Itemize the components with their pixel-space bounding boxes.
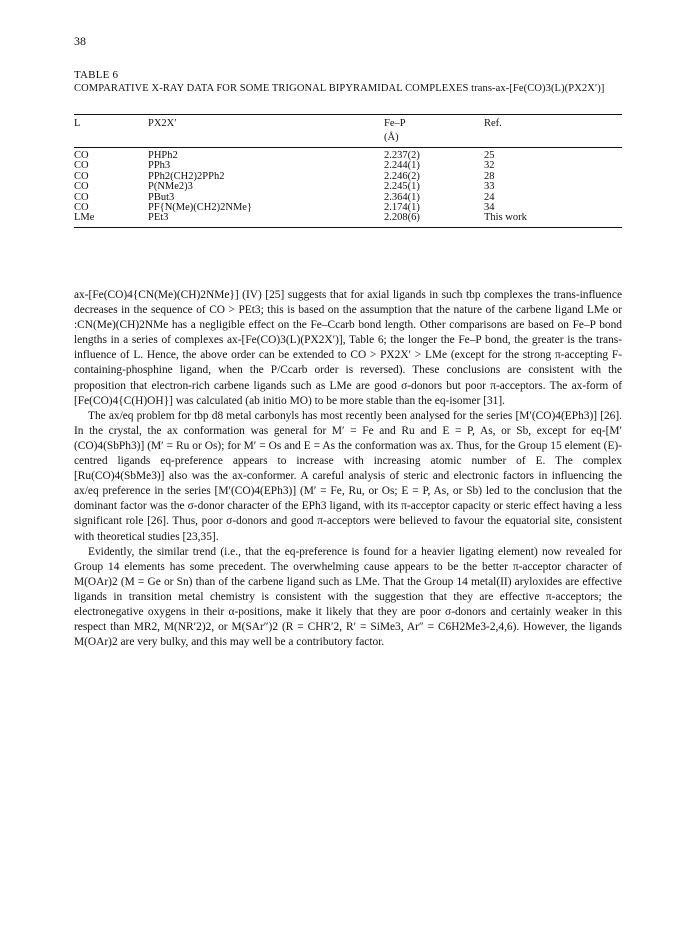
cell-ref: 33 (484, 181, 495, 193)
cell-ref: 24 (484, 191, 495, 203)
table-caption: COMPARATIVE X-RAY DATA FOR SOME TRIGONAL BIPYRAMIDAL COMPLEXES trans-ax-[Fe(CO)3(L)(PX2X′)] (74, 83, 605, 94)
paragraph-3: Evidently, the similar trend (i.e., that the eq-preference is found for a heavier ligating element) now revealed for Group 14 elements has some precedent. The overwhelming cause appears to be the better π-acceptor character of M(OAr)2 (M = Ge or Sn) than of the carbene ligand such as LMe. That the Group 14 metal(II) aryloxides are effective ligands in transition metal chemistry is consistent with the suggestion that they are effective π-acceptors; the electronegative oxygens in their α-positions, make it likely that they are poor σ-donors and certainly weaker in this respect than MR2, M(NR′2)2, or M(SAr″)2 (R = CHR′2, R′ = SiMe3, Ar″ = C6H2Me3-2,4,6). However, the ligands M(OAr)2 are very bulky, and this may well be a contributory factor. (74, 545, 622, 649)
cell-l: CO (74, 202, 89, 214)
body-text (74, 288, 622, 650)
column-header-ref: Ref. (484, 115, 622, 132)
cell-fe-p: 2.364(1) (384, 191, 420, 203)
table-label: TABLE 6 (74, 69, 119, 81)
cell-l: CO (74, 191, 89, 203)
data-table (74, 114, 622, 228)
cell-l: LMe (74, 213, 148, 227)
column-header-unit: (Å) (384, 131, 484, 148)
table-row (74, 148, 622, 162)
cell-ref: This work (484, 213, 622, 227)
cell-ref: 28 (484, 170, 495, 182)
cell-px2x: PHPh2 (148, 150, 178, 161)
cell-fe-p: 2.237(2) (384, 150, 420, 161)
cell-px2x: PF{N(Me)(CH2)2NMe} (148, 202, 252, 214)
cell-px2x: PPh2(CH2)2PPh2 (148, 170, 225, 182)
paragraph-1: ax-[Fe(CO)4{CN(Me)(CH)2NMe}] (IV) [25] suggests that for axial ligands in such tbp complexes the trans-influence decreases in the sequence of CO > PEt3; this is based on the assumption that the nature of the carbene ligand LMe or :CN(Me)(CH)2NMe has a negligible effect on the Fe–Ccarb bond length. Other comparisons are based on Fe–P bond lengths in a series of complexes ax-[Fe(CO)3(L)(PX2X′)], Table 6; the longer the Fe–P bond, the greater is the trans-influence of L. Hence, the above order can be extended to CO > PX2X′ > LMe (except for the strong π-accepting F-containing-phosphine ligand, when the P/Ccarb order is reversed). These conclusions are consistent with the proposition that electron-rich carbene ligands such as LMe are good σ-donors but poor π-acceptors. The ax-form of [Fe(CO)4{C(H)OH}] was calculated (ab initio MO) to be more stable than the eq-isomer [31]. (74, 289, 622, 407)
cell-l: CO (74, 160, 89, 172)
cell-ref: 32 (484, 160, 495, 172)
cell-fe-p: 2.208(6) (384, 213, 484, 227)
cell-fe-p: 2.246(2) (384, 170, 420, 182)
cell-fe-p: 2.174(1) (384, 202, 420, 214)
cell-l: CO (74, 181, 89, 193)
cell-l: CO (74, 150, 89, 161)
cell-ref: 34 (484, 202, 495, 214)
cell-px2x: P(NMe2)3 (148, 181, 193, 193)
cell-px2x: PEt3 (148, 213, 384, 227)
cell-ref: 25 (484, 150, 495, 161)
cell-fe-p: 2.244(1) (384, 160, 420, 172)
cell-l: CO (74, 170, 89, 182)
cell-fe-p: 2.245(1) (384, 181, 420, 193)
page-number: 38 (74, 34, 86, 48)
cell-px2x: PPh3 (148, 160, 171, 172)
column-header-px2x: PX2X′ (148, 115, 384, 132)
column-header-l: L (74, 115, 148, 132)
table-row (74, 213, 622, 227)
cell-px2x: PBut3 (148, 191, 175, 203)
paragraph-2: The ax/eq problem for tbp d8 metal carbonyls has most recently been analysed for the series [M′(CO)4(EPh3)] [26]. In the crystal, the ax conformation was general for M′ = Fe and Ru and E = P, As, or Sb, except for eq-[M′(CO)4(SbPh3)] (M′ = Ru or Os); for M′ = Os and E = As the conformation was ax. Thus, for the Group 15 element (E)-centred ligands eq-preference appears to increase with increasing atomic number of E. The complex [Ru(CO)4(SbMe3)] also was the ax-conformer. A careful analysis of steric and electronic factors in influencing the ax/eq preference in the series [M′(CO)4(EPh3)] (M′ = Fe, Ru, or Os; E = P, As, or Sb) led to the conclusion that the dominant factor was the σ-donor character of the EPh3 ligand, with its π-acceptor capacity or steric effect having a less significant role [26]. Thus, poor σ-donors and good π-acceptors were believed to favour the equatorial site, consistent with theoretical studies [23,35]. (74, 409, 622, 543)
column-header-fe-p: Fe–P (384, 115, 484, 132)
